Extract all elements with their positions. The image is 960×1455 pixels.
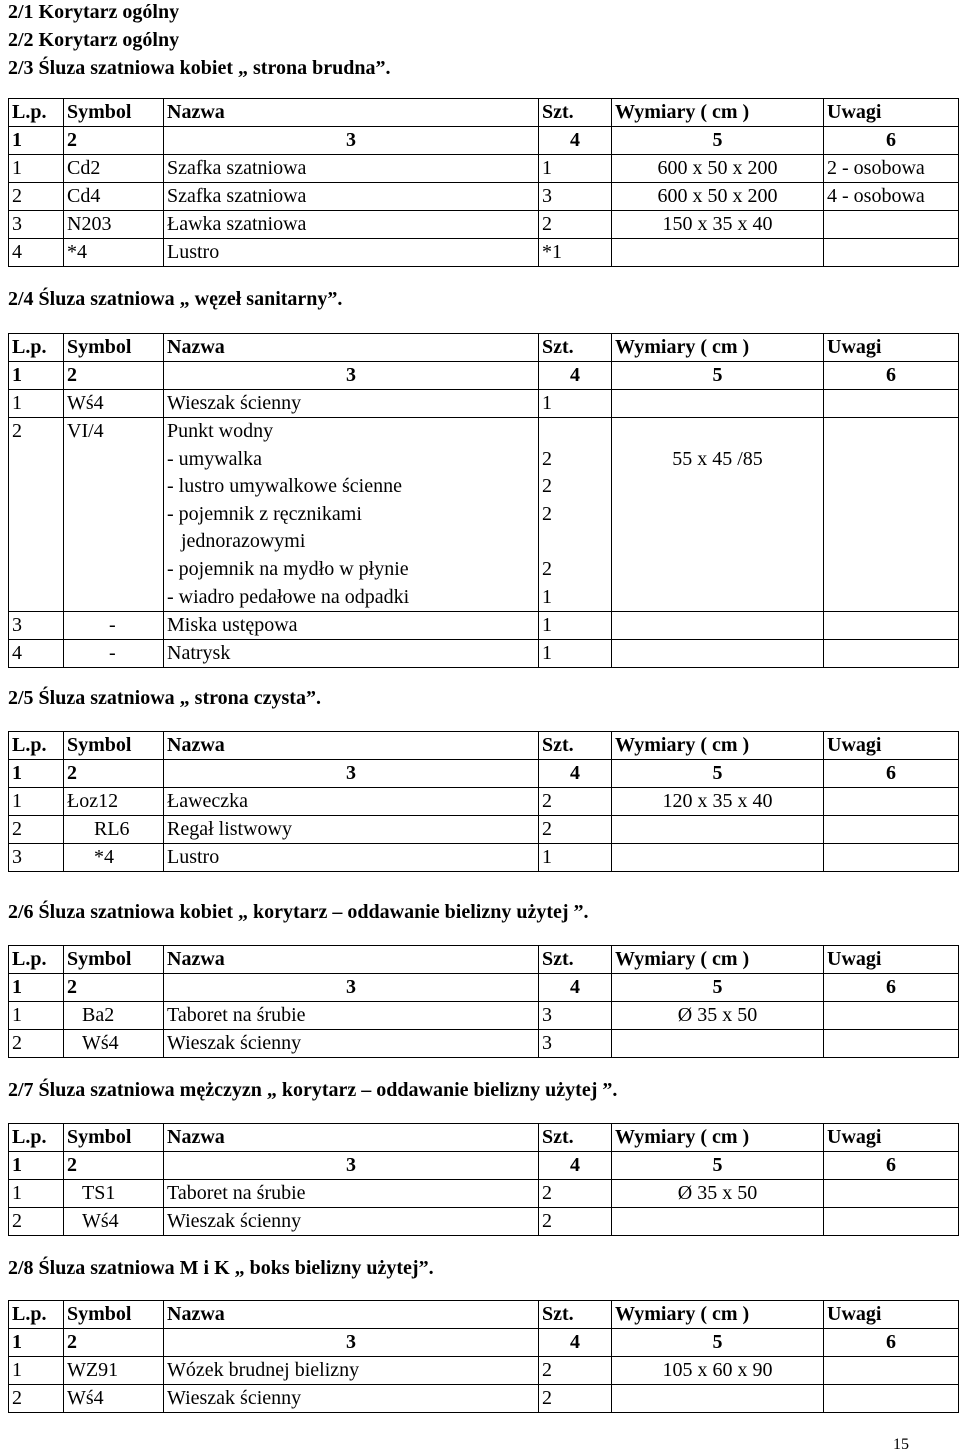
col-lp-header: L.p. [9,1124,64,1152]
col-number: 6 [824,127,959,155]
cell-symbol: WZ91 [64,1357,164,1385]
cell-nazwa: Taboret na śrubie [164,1002,539,1030]
col-number: 1 [9,1329,64,1357]
cell-symbol: - [64,612,164,640]
table-header-row [9,334,959,362]
cell-uwagi [824,1385,959,1413]
col-number: 3 [164,127,539,155]
col-number: 2 [64,760,164,788]
equipment-table-2-3 [8,98,959,267]
line-wymiary [615,418,820,446]
col-uwagi-header: Uwagi [824,1124,959,1152]
heading-2-2: 2/2 Korytarz ogólny [8,29,180,51]
table-row [9,211,959,239]
heading-2-3: 2/3 Śluza szatniowa kobiet „ strona brudna”. [8,57,391,79]
cell-szt [539,418,612,612]
section-title-2-7: 2/7 Śluza szatniowa mężczyzn „ korytarz – oddawanie bielizny użytej ”. [8,1079,618,1101]
cell-nazwa: Lustro [164,239,539,267]
col-szt-header: Szt. [539,334,612,362]
cell-szt: 2 [539,211,612,239]
col-number: 3 [164,362,539,390]
cell-nazwa: Wózek brudnej bielizny [164,1357,539,1385]
cell-uwagi [824,788,959,816]
equipment-table-2-6 [8,945,959,1058]
cell-wymiary [612,844,824,872]
cell-symbol: VI/4 [64,418,164,612]
line-szt [542,528,608,556]
col-number: 3 [164,760,539,788]
table-header-row [9,732,959,760]
col-number: 4 [539,362,612,390]
col-szt-header: Szt. [539,99,612,127]
col-number: 1 [9,127,64,155]
cell-szt: 2 [539,1208,612,1236]
cell-symbol: TS1 [64,1180,164,1208]
cell-lp: 4 [9,239,64,267]
col-number: 5 [612,1152,824,1180]
cell-lp: 2 [9,1030,64,1058]
section-title-2-4: 2/4 Śluza szatniowa „ węzeł sanitarny”. [8,288,343,310]
col-uwagi-header: Uwagi [824,334,959,362]
cell-lp: 2 [9,1385,64,1413]
col-number: 5 [612,362,824,390]
cell-symbol: *4 [64,239,164,267]
col-nazwa-header: Nazwa [164,732,539,760]
table-row [9,816,959,844]
cell-lp: 3 [9,211,64,239]
column-number-row [9,760,959,788]
cell-lp: 1 [9,788,64,816]
cell-lp: 2 [9,183,64,211]
col-szt-header: Szt. [539,1124,612,1152]
cell-uwagi [824,844,959,872]
cell-szt: 3 [539,183,612,211]
table-row [9,1357,959,1385]
cell-lp: 2 [9,1208,64,1236]
col-number: 6 [824,1329,959,1357]
table-header-row [9,99,959,127]
table-row [9,183,959,211]
line-szt [542,418,608,446]
col-lp-header: L.p. [9,334,64,362]
cell-szt: 2 [539,788,612,816]
col-lp-header: L.p. [9,946,64,974]
col-number: 6 [824,1152,959,1180]
col-number: 4 [539,1329,612,1357]
line-nazwa: - umywalka [167,447,262,470]
cell-lp: 4 [9,640,64,668]
heading-2-1: 2/1 Korytarz ogólny [8,1,180,23]
cell-uwagi [824,211,959,239]
cell-lp: 1 [9,1180,64,1208]
cell-nazwa: Wieszak ścienny [164,1208,539,1236]
cell-szt: 1 [539,155,612,183]
col-uwagi-header: Uwagi [824,732,959,760]
cell-uwagi [824,239,959,267]
cell-lp: 1 [9,1002,64,1030]
col-number: 4 [539,1152,612,1180]
cell-lp: 1 [9,390,64,418]
cell-uwagi [824,640,959,668]
cell-uwagi [824,418,959,612]
column-number-row [9,127,959,155]
line-nazwa: jednorazowymi [181,530,306,553]
col-wymiary-header: Wymiary ( cm ) [612,732,824,760]
cell-nazwa: Natrysk [164,640,539,668]
cell-wymiary: Ø 35 x 50 [612,1180,824,1208]
column-number-row [9,1152,959,1180]
cell-nazwa: Ławka szatniowa [164,211,539,239]
col-number: 5 [612,127,824,155]
col-symbol-header: Symbol [64,1124,164,1152]
cell-nazwa: Ławeczka [164,788,539,816]
cell-uwagi [824,1002,959,1030]
col-number: 1 [9,362,64,390]
cell-uwagi [824,1208,959,1236]
cell-szt: 1 [539,390,612,418]
col-szt-header: Szt. [539,732,612,760]
table-row [9,844,959,872]
col-nazwa-header: Nazwa [164,1124,539,1152]
cell-nazwa: Taboret na śrubie [164,1180,539,1208]
cell-symbol: Łoz12 [64,788,164,816]
cell-szt: 3 [539,1002,612,1030]
col-wymiary-header: Wymiary ( cm ) [612,99,824,127]
cell-szt: 2 [539,1385,612,1413]
col-number: 6 [824,362,959,390]
cell-wymiary [612,612,824,640]
col-number: 2 [64,127,164,155]
cell-lp: 3 [9,844,64,872]
cell-wymiary [612,640,824,668]
cell-nazwa: Szafka szatniowa [164,155,539,183]
cell-szt: *1 [539,239,612,267]
cell-szt: 2 [539,1357,612,1385]
cell-wymiary: 150 x 35 x 40 [612,211,824,239]
table-row [9,1208,959,1236]
col-wymiary-header: Wymiary ( cm ) [612,334,824,362]
cell-nazwa: Wieszak ścienny [164,390,539,418]
cell-wymiary: 600 x 50 x 200 [612,183,824,211]
cell-uwagi: 2 - osobowa [824,155,959,183]
cell-nazwa: Wieszak ścienny [164,1385,539,1413]
col-nazwa-header: Nazwa [164,1301,539,1329]
line-wymiary: 55 x 45 /85 [672,447,763,470]
col-number: 3 [164,974,539,1002]
table-header-row [9,1301,959,1329]
table-row [9,788,959,816]
table-row [9,239,959,267]
cell-symbol: Cd2 [64,155,164,183]
equipment-table-2-8 [8,1300,959,1413]
col-uwagi-header: Uwagi [824,946,959,974]
cell-szt: 1 [539,612,612,640]
line-szt: 2 [542,502,552,525]
cell-symbol: Wś4 [64,390,164,418]
cell-wymiary: 600 x 50 x 200 [612,155,824,183]
cell-szt: 2 [539,816,612,844]
col-lp-header: L.p. [9,1301,64,1329]
cell-nazwa: Szafka szatniowa [164,183,539,211]
cell-wymiary [612,1385,824,1413]
col-uwagi-header: Uwagi [824,99,959,127]
col-number: 3 [164,1152,539,1180]
col-symbol-header: Symbol [64,334,164,362]
cell-symbol: RL6 [64,816,164,844]
table-row [9,640,959,668]
cell-uwagi [824,390,959,418]
cell-uwagi: 4 - osobowa [824,183,959,211]
col-number: 4 [539,127,612,155]
cell-symbol: *4 [64,844,164,872]
cell-lp: 3 [9,612,64,640]
cell-uwagi [824,1180,959,1208]
line-nazwa: - wiadro pedałowe na odpadki [167,585,410,608]
section-title-2-5: 2/5 Śluza szatniowa „ strona czysta”. [8,687,321,709]
cell-symbol: Wś4 [64,1208,164,1236]
col-uwagi-header: Uwagi [824,1301,959,1329]
column-number-row [9,974,959,1002]
table-row [9,1030,959,1058]
col-number: 5 [612,760,824,788]
cell-wymiary [612,1208,824,1236]
col-szt-header: Szt. [539,1301,612,1329]
col-nazwa-header: Nazwa [164,334,539,362]
col-nazwa-header: Nazwa [164,99,539,127]
page-number: 15 [893,1436,909,1453]
col-symbol-header: Symbol [64,732,164,760]
column-number-row [9,1329,959,1357]
cell-nazwa: Regał listwowy [164,816,539,844]
col-lp-header: L.p. [9,732,64,760]
col-wymiary-header: Wymiary ( cm ) [612,946,824,974]
cell-symbol: Cd4 [64,183,164,211]
col-nazwa-header: Nazwa [164,946,539,974]
cell-nazwa: Wieszak ścienny [164,1030,539,1058]
col-szt-header: Szt. [539,946,612,974]
line-nazwa: - lustro umywalkowe ścienne [167,475,402,498]
col-number: 1 [9,974,64,1002]
equipment-table-2-4 [8,333,959,668]
cell-wymiary: Ø 35 x 50 [612,1002,824,1030]
table-header-row [9,1124,959,1152]
cell-lp: 2 [9,816,64,844]
cell-wymiary: 105 x 60 x 90 [612,1357,824,1385]
cell-wymiary [612,418,824,612]
table-row [9,612,959,640]
col-number: 3 [164,1329,539,1357]
table-row [9,1180,959,1208]
cell-wymiary [612,239,824,267]
equipment-table-2-5 [8,731,959,872]
cell-szt: 3 [539,1030,612,1058]
cell-lp: 2 [9,418,64,612]
col-number: 4 [539,760,612,788]
line-nazwa: - pojemnik z ręcznikami [167,502,362,525]
line-nazwa: Punkt wodny [167,420,274,442]
table-row-multiline [9,418,959,612]
section-title-2-8: 2/8 Śluza szatniowa M i K „ boks bielizny użytej”. [8,1257,434,1279]
table-header-row [9,946,959,974]
cell-uwagi [824,816,959,844]
cell-nazwa: Miska ustępowa [164,612,539,640]
cell-wymiary [612,816,824,844]
cell-wymiary: 120 x 35 x 40 [612,788,824,816]
line-szt: 2 [542,475,552,498]
cell-symbol: - [64,640,164,668]
cell-symbol: Wś4 [64,1385,164,1413]
col-number: 6 [824,760,959,788]
section-title-2-6: 2/6 Śluza szatniowa kobiet „ korytarz – oddawanie bielizny użytej ”. [8,901,589,923]
col-wymiary-header: Wymiary ( cm ) [612,1301,824,1329]
col-number: 2 [64,1329,164,1357]
cell-szt: 2 [539,1180,612,1208]
equipment-table-2-7 [8,1123,959,1236]
table-row [9,390,959,418]
cell-lp: 1 [9,1357,64,1385]
cell-wymiary [612,1030,824,1058]
cell-szt: 1 [539,844,612,872]
cell-uwagi [824,1030,959,1058]
table-row [9,1385,959,1413]
line-szt: 2 [542,447,552,470]
cell-szt: 1 [539,640,612,668]
cell-uwagi [824,1357,959,1385]
col-number: 1 [9,1152,64,1180]
cell-nazwa [164,418,539,612]
col-number: 4 [539,974,612,1002]
column-number-row [9,362,959,390]
col-number: 6 [824,974,959,1002]
cell-nazwa: Lustro [164,844,539,872]
col-number: 2 [64,1152,164,1180]
col-symbol-header: Symbol [64,946,164,974]
table-row [9,1002,959,1030]
line-szt: 1 [542,585,552,608]
col-wymiary-header: Wymiary ( cm ) [612,1124,824,1152]
cell-lp: 1 [9,155,64,183]
col-symbol-header: Symbol [64,99,164,127]
col-number: 1 [9,760,64,788]
line-nazwa: - pojemnik na mydło w płynie [167,557,409,580]
cell-symbol: N203 [64,211,164,239]
col-number: 5 [612,974,824,1002]
cell-wymiary [612,390,824,418]
cell-symbol: Wś4 [64,1030,164,1058]
col-number: 2 [64,362,164,390]
cell-uwagi [824,612,959,640]
col-symbol-header: Symbol [64,1301,164,1329]
line-szt: 2 [542,557,552,580]
col-lp-header: L.p. [9,99,64,127]
table-row [9,155,959,183]
col-number: 5 [612,1329,824,1357]
col-number: 2 [64,974,164,1002]
cell-symbol: Ba2 [64,1002,164,1030]
